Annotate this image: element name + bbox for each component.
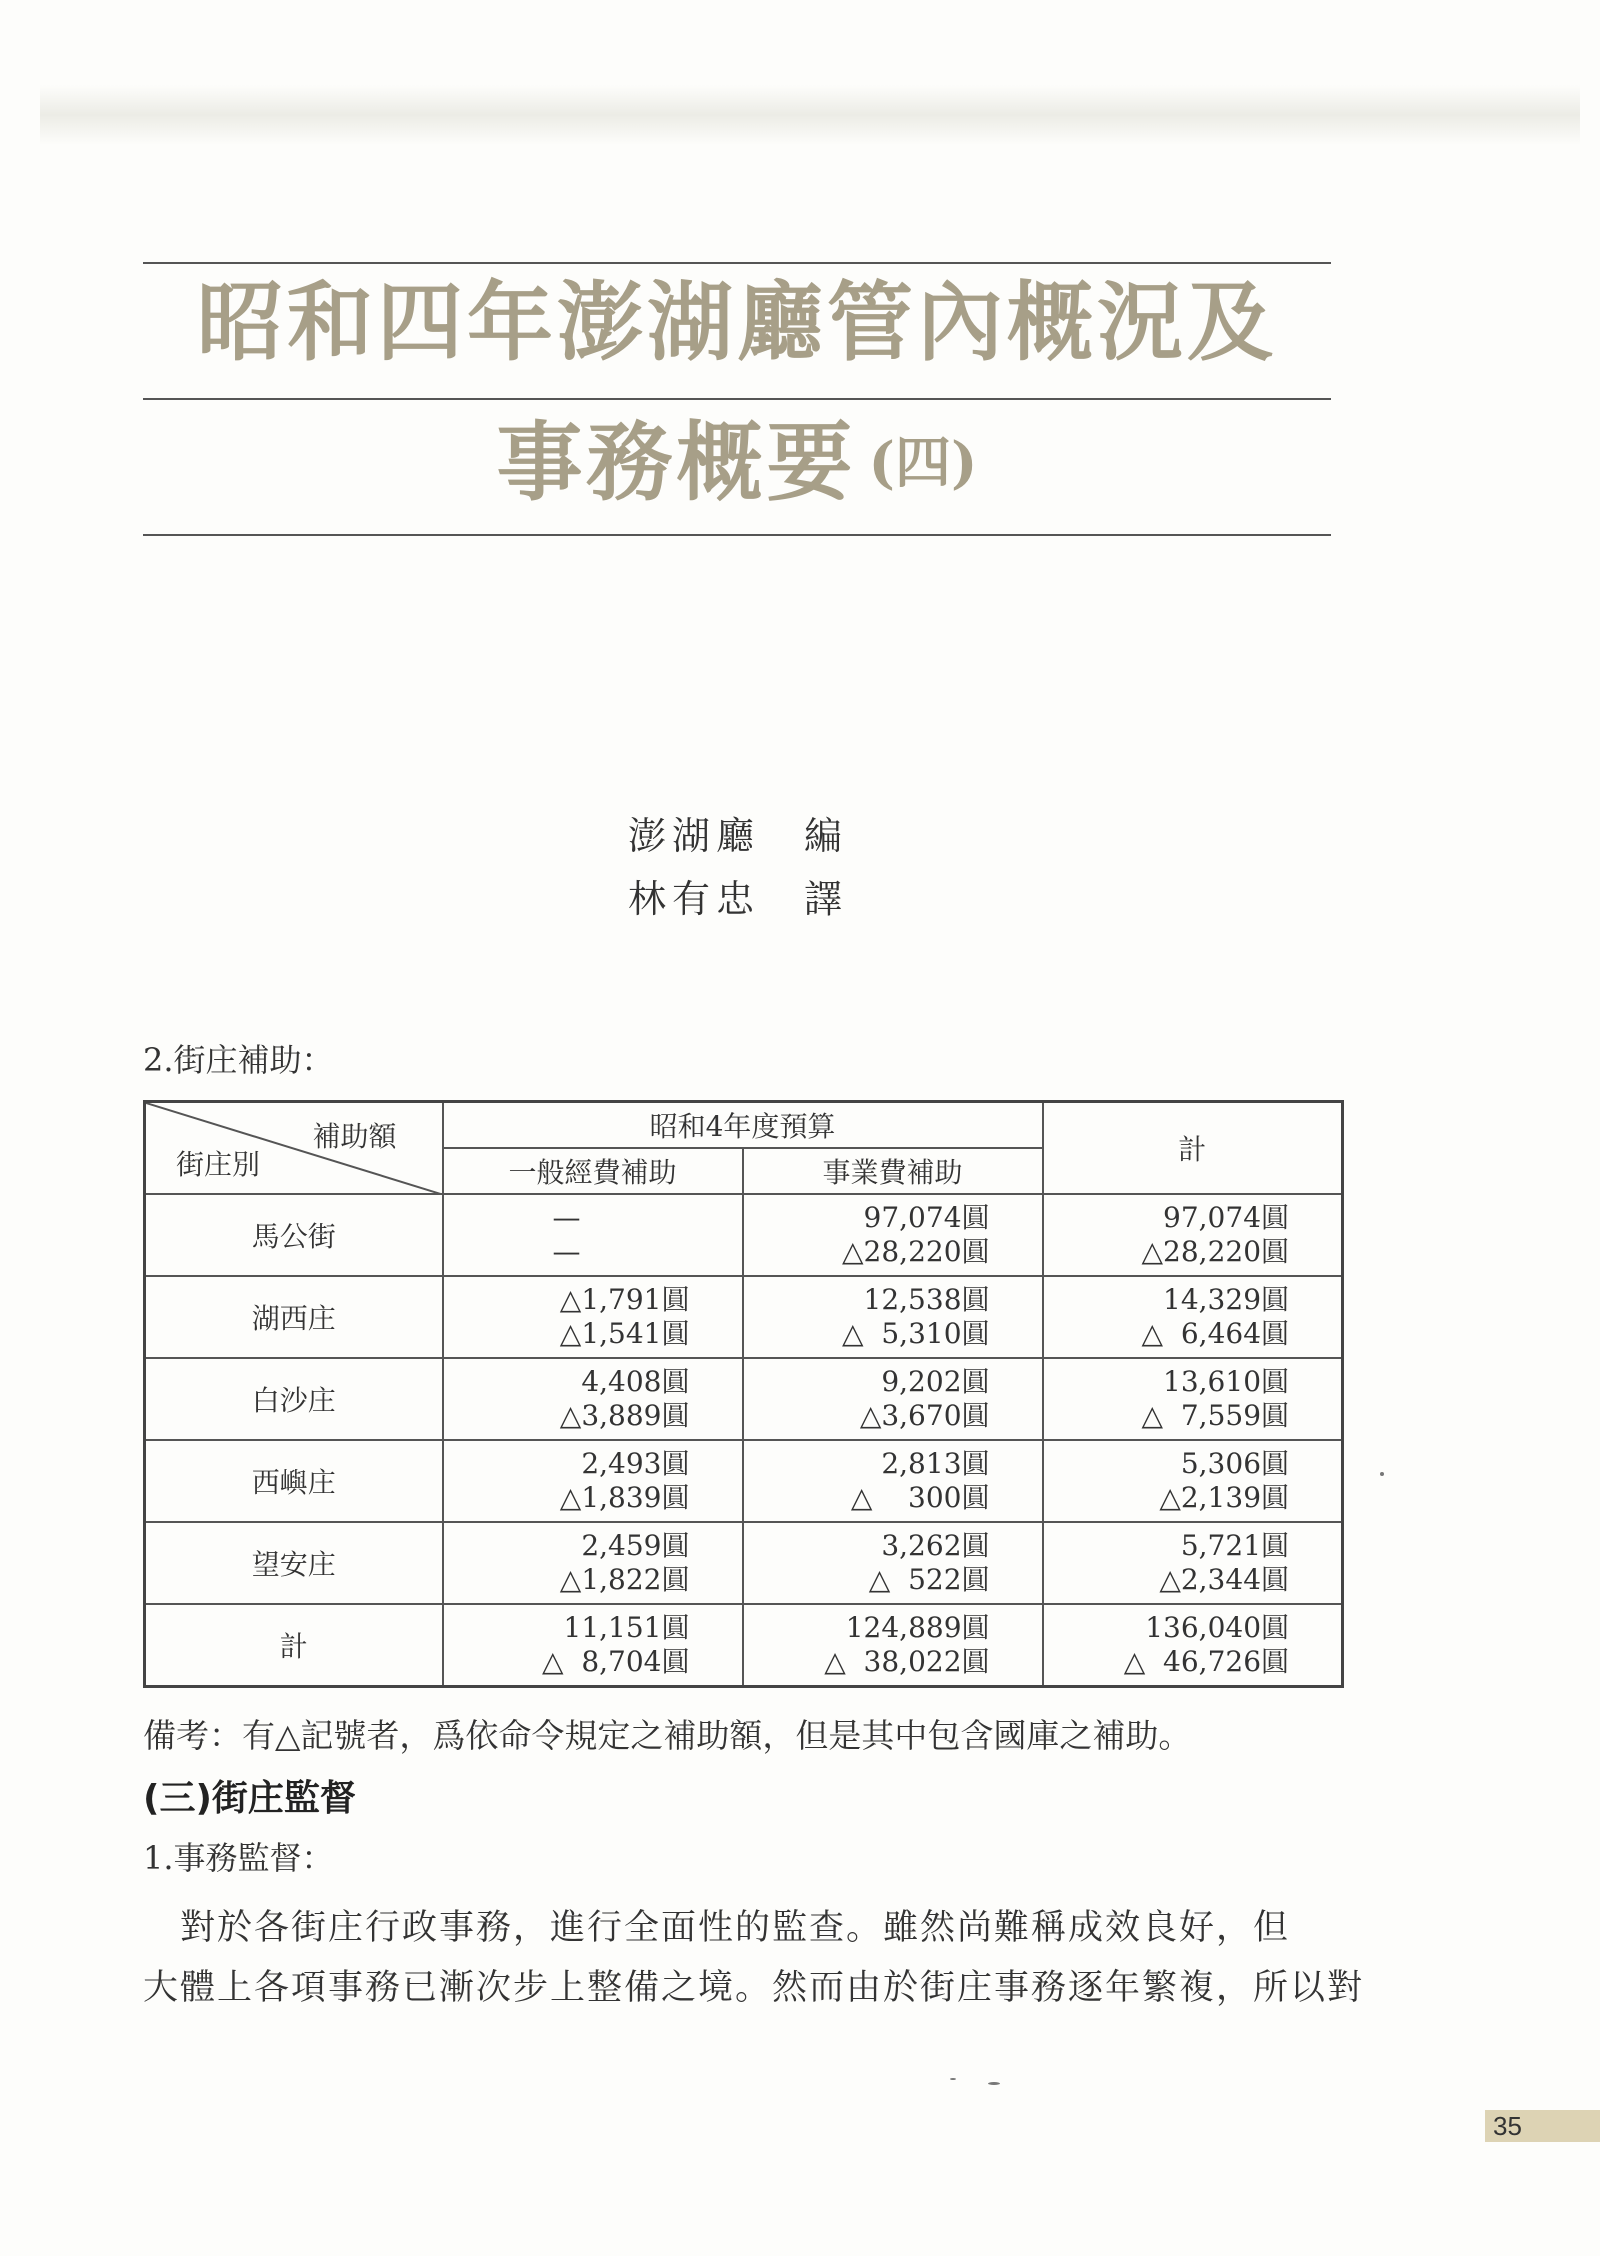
article-title-main: 事務概要 [496,412,857,513]
amount-value-delta: △1,822圓 [559,1563,690,1596]
row-district-name: 西嶼庄 [145,1440,443,1522]
amount-value: — [552,1201,581,1234]
title-rule-top [143,262,1331,264]
cell-general [443,1440,743,1522]
scan-speck [950,2078,956,2080]
amount-value: 136,040圓 [1145,1611,1290,1644]
amount-value-delta: △2,344圓 [1159,1563,1290,1596]
table-corner-header [145,1102,443,1195]
amount-value: 97,074圓 [1163,1201,1290,1234]
amount-value: 2,459圓 [581,1529,690,1562]
table-row [145,1440,1343,1522]
amount-value-delta: △2,139圓 [1159,1481,1290,1514]
title-rule-middle [143,398,1331,400]
amount-value-delta: △ 7,559圓 [1141,1399,1290,1432]
article-title-line1: 昭和四年澎湖廳管內概況及 [197,272,1277,373]
paragraph-line-2: 大體上各項事務已漸次步上整備之境。然而由於街庄事務逐年繁複，所以對 [143,1968,1365,2008]
amount-value-delta: △28,220圓 [842,1235,990,1268]
amount-value-delta: △28,220圓 [1141,1235,1290,1268]
cell-general [443,1604,743,1687]
cell-business [743,1440,1043,1522]
general-header: 一般經費補助 [443,1148,743,1194]
business-header: 事業費補助 [743,1148,1043,1194]
title-rule-bottom [143,534,1331,536]
scan-speck [1380,1472,1384,1476]
section-heading: (三)街庄監督 [143,1778,356,1819]
amount-value: 97,074圓 [863,1201,990,1234]
cell-business [743,1522,1043,1604]
cell-total [1043,1194,1343,1276]
table-row [145,1276,1343,1358]
amount-value-delta: △ 5,310圓 [842,1317,990,1350]
subsidy-table [143,1100,1344,1688]
amount-value-delta: △1,541圓 [559,1317,690,1350]
page-number: 35 [1485,2110,1600,2142]
table-row [145,1358,1343,1440]
row-district-name: 計 [145,1604,443,1687]
cell-general [443,1358,743,1440]
amount-value: 13,610圓 [1163,1365,1290,1398]
cell-total [1043,1522,1343,1604]
amount-value-delta: △3,889圓 [559,1399,690,1432]
amount-value-delta: △3,670圓 [859,1399,990,1432]
scan-speck [988,2082,1000,2085]
amount-value-delta: △ 46,726圓 [1123,1645,1290,1678]
cell-total [1043,1440,1343,1522]
cell-total [1043,1276,1343,1358]
corner-top-label: 補助額 [312,1120,397,1153]
row-district-name: 馬公街 [145,1194,443,1276]
corner-bottom-label: 街庄別 [176,1148,261,1181]
amount-value: 124,889圓 [845,1611,990,1644]
amount-value-delta: — [552,1235,581,1268]
amount-value-delta: △ 522圓 [868,1563,990,1596]
cell-business [743,1276,1043,1358]
cell-general [443,1194,743,1276]
section-sub-label: 1.事務監督： [143,1839,334,1877]
table-note: 備考：有△記號者，爲依命令規定之補助額，但是其中包含國庫之補助。 [143,1716,1192,1755]
amount-value: 14,329圓 [1163,1283,1290,1316]
paragraph-line-1: 對於各街庄行政事務，進行全面性的監查。雖然尚難稱成效良好，但 [143,1908,1291,1948]
amount-value: 9,202圓 [881,1365,990,1398]
amount-value-delta: △ 6,464圓 [1141,1317,1290,1350]
amount-value: 4,408圓 [581,1365,690,1398]
table-row [145,1522,1343,1604]
amount-value-delta: △ 300圓 [850,1481,990,1514]
cell-business [743,1604,1043,1687]
row-district-name: 湖西庄 [145,1276,443,1358]
byline-editor: 澎湖廳 編 [628,814,849,858]
amount-value-delta: △1,839圓 [559,1481,690,1514]
amount-value: 5,721圓 [1180,1529,1290,1562]
subsidy-label: 2.街庄補助： [143,1041,334,1079]
article-title-line2 [143,408,1331,518]
budget-header: 昭和4年度預算 [443,1102,1043,1149]
scan-smudge [40,85,1580,145]
cell-general [443,1522,743,1604]
amount-value: 3,262圓 [881,1529,990,1562]
amount-value: 2,813圓 [881,1447,990,1480]
amount-value: 2,493圓 [581,1447,690,1480]
amount-value: 12,538圓 [863,1283,990,1316]
cell-total [1043,1604,1343,1687]
row-district-name: 白沙庄 [145,1358,443,1440]
cell-business [743,1358,1043,1440]
table-row [145,1604,1343,1687]
article-title-part: (四) [868,430,978,496]
amount-value-delta: △ 8,704圓 [542,1645,690,1678]
total-header: 計 [1043,1102,1343,1195]
amount-value: 5,306圓 [1180,1447,1290,1480]
table-row [145,1194,1343,1276]
cell-total [1043,1358,1343,1440]
row-district-name: 望安庄 [145,1522,443,1604]
cell-general [443,1276,743,1358]
cell-business [743,1194,1043,1276]
amount-value: 11,151圓 [563,1611,690,1644]
amount-value-delta: △ 38,022圓 [824,1645,990,1678]
byline-translator: 林有忠 譯 [628,877,849,921]
amount-value: △1,791圓 [559,1283,690,1316]
